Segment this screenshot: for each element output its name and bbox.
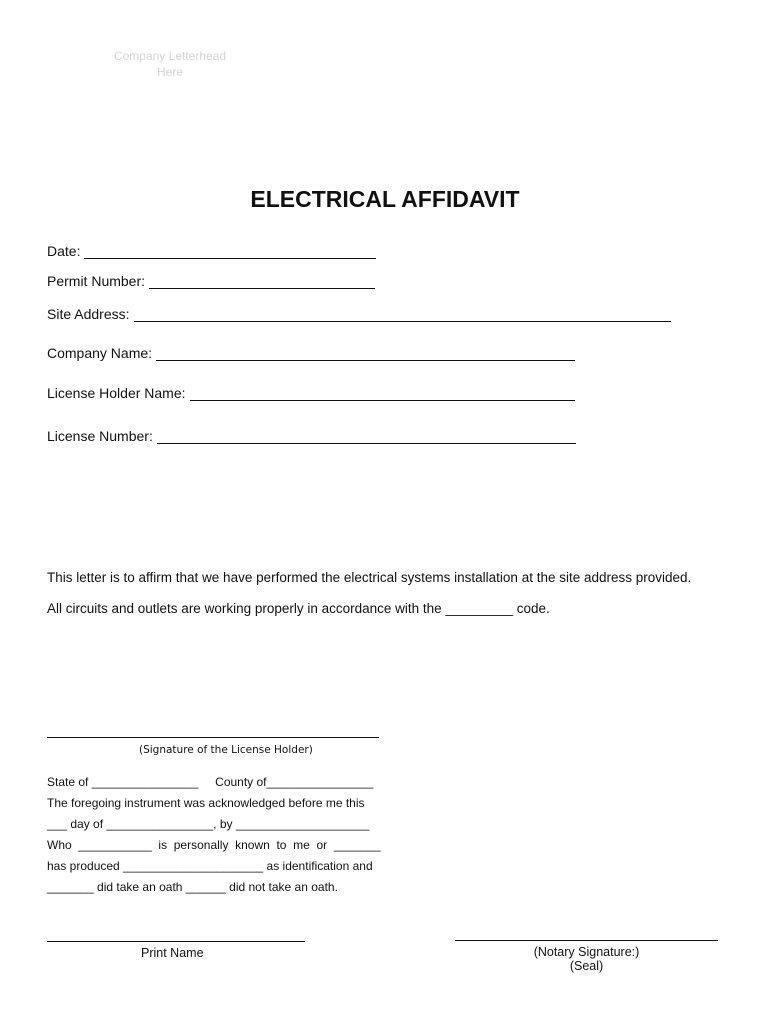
- letterhead-line-2: Here: [156, 65, 183, 79]
- license-holder-name-label: License Holder Name:: [47, 385, 186, 401]
- code-compliance-paragraph: All circuits and outlets are working properly in accordance with the _________ code.: [47, 601, 550, 616]
- permit-number-blank-line[interactable]: [149, 274, 375, 289]
- letterhead-placeholder: [100, 48, 240, 80]
- site-address-field[interactable]: [47, 304, 671, 322]
- site-address-label: Site Address:: [47, 306, 130, 322]
- notary-state-county-line: State of ________________ County of________________: [47, 775, 374, 789]
- print-name-line[interactable]: [47, 941, 305, 942]
- license-number-field[interactable]: [47, 426, 576, 444]
- print-name-caption: Print Name: [141, 946, 204, 960]
- license-number-blank-line[interactable]: [157, 429, 576, 444]
- license-holder-name-field[interactable]: [47, 383, 575, 401]
- license-number-label: License Number:: [47, 428, 153, 444]
- notary-known-line: Who ___________ is personally known to me or _______: [47, 838, 381, 852]
- site-address-blank-line[interactable]: [134, 307, 671, 322]
- letterhead-line-1: Company Letterhead: [113, 49, 227, 63]
- notary-acknowledgement-line: The foregoing instrument was acknowledged before me this: [47, 796, 365, 810]
- notary-signature-line[interactable]: [455, 940, 718, 941]
- permit-number-label: Permit Number:: [47, 273, 146, 289]
- seal-caption: (Seal): [569, 959, 604, 973]
- license-holder-name-blank-line[interactable]: [190, 386, 575, 401]
- affirmation-paragraph: This letter is to affirm that we have performed the electrical systems installation at the site address provided.: [47, 570, 692, 585]
- date-label: Date:: [47, 243, 81, 259]
- notary-oath-line: _______ did take an oath ______ did not take an oath.: [47, 880, 338, 894]
- notary-identification-line: has produced _____________________ as identification and: [47, 859, 373, 873]
- permit-number-field[interactable]: [47, 271, 375, 289]
- document-title: ELECTRICAL AFFIDAVIT: [250, 186, 520, 212]
- license-holder-signature-caption: (Signature of the License Holder): [139, 744, 313, 756]
- company-name-blank-line[interactable]: [156, 346, 575, 361]
- date-blank-line[interactable]: [84, 244, 376, 259]
- notary-signature-caption: (Notary Signature:): [533, 945, 640, 959]
- license-holder-signature-line[interactable]: [47, 737, 379, 738]
- date-field[interactable]: [47, 241, 376, 259]
- company-name-field[interactable]: [47, 343, 575, 361]
- notary-day-line: ___ day of ________________, by ____________________: [47, 817, 370, 831]
- company-name-label: Company Name:: [47, 345, 153, 361]
